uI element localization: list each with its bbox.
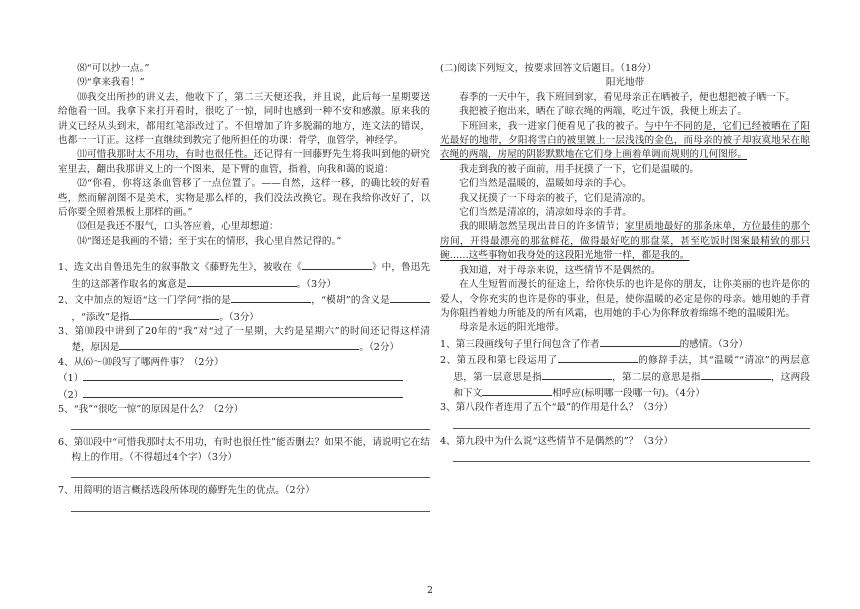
answer-blank[interactable] [119, 339, 359, 350]
article-paragraph-11: 母亲是永远的阳光地带。 [459, 322, 565, 334]
answer-blank[interactable] [542, 369, 612, 380]
paragraph-13: ⒀但是我还不服气，口头答应着，心里却想道： [77, 221, 279, 233]
question-6: 6、第⑾段中“可惜我那时太不用功，有时也很任性”能否删去？如果不能，请说明它在结构上的作用。（不得超过4个字）（3分） [58, 437, 430, 463]
underlined-sentence: 家里质地最好的那条床单，方位最佳的那个房间，开得最漂亮的那盆鲜花，做得最好吃的那盘菜，甚至吃饭时图案最精致的那只碗……这些事物如我身处的这段阳光地带一样，都是我的。 [440, 221, 811, 262]
answer-blank[interactable] [187, 276, 297, 287]
article-paragraph-6: 我又抚摸了一下母亲的被子，它们是清凉的。 [459, 192, 652, 204]
question-1: 1、选文出自鲁迅先生的叙事散文《藤野先生》，被收在《 》中，鲁迅先生的这部著作取名的寓意是 。（3分） [58, 259, 430, 292]
answer-line[interactable] [453, 416, 810, 429]
answer-blank[interactable] [482, 385, 552, 396]
article-title: 阳光地带 [605, 77, 645, 89]
dialogue-line-9: ⑼“拿来我看！” [77, 77, 145, 89]
answer-line[interactable] [453, 449, 810, 462]
article-paragraph-4: 我走到我的被子面前，用手抚摸了一下，它们是温暖的。 [459, 163, 700, 175]
question-3: 3、第⑽段中讲到了20年的“我”对“过了一星期，大约是星期六”的时间还记得这样清楚，原因是 。（2分） [58, 325, 430, 354]
article-question-3: 3、第八段作者连用了五个“最”的作用是什么？（3分） [440, 402, 674, 414]
question-2: 2、文中加点的短语“这一门学问”指的是 ，“模胡”的含义是，“添改”是指 。（3分） [58, 292, 430, 325]
answer-blank[interactable] [302, 259, 372, 270]
answer-blank[interactable] [83, 387, 403, 398]
article-paragraph-8: 我的眼睛忽然呈现出昔日的许多情节；家里质地最好的那条床单，方位最佳的那个房间，开得最漂亮的那盆鲜花，做得最好吃的那盘菜，甚至吃饭时图案最精致的那只碗……这些事物如我身处的这段阳光地带一样，都是我的。 [440, 221, 811, 262]
page-number: 2 [427, 586, 433, 596]
article-question-4: 4、第九段中为什么说“这些情节不是偶然的”？（3分） [440, 435, 674, 447]
article-paragraph-5: 它们当然是温暖的，温暖如母亲的手心。 [459, 178, 632, 190]
right-column [440, 62, 810, 462]
paragraph-10: ⑽我交出所抄的讲义去，他收下了，第二三天便还我，并且说，此后每一星期要送给他看一回。我拿下来打开看时，很吃了一惊，同时也感到一种不安和感激。原来我的讲义已经从头到末，都用红笔添改过了。不但增加了许多脱漏的地方，连文法的错误，也都一一订正。这样一直继续到教完了他所担任的功课：骨学，血管学，神经学。 [58, 91, 430, 147]
answer-blank[interactable] [83, 370, 403, 381]
paragraph-14: ⒁“图还是我画的不错；至于实在的情形，我心里自然记得的。” [77, 235, 342, 247]
answer-blank[interactable] [558, 352, 638, 363]
question-4-answer-1: （1） [58, 370, 430, 386]
question-4: 4、从⑹～⑽段写了哪两件事？（2分） [58, 356, 224, 368]
section-heading: (二)阅读下列短文，按要求回答文后题目。（18分） [440, 63, 657, 74]
article-paragraph-3: 下班回来，我一进家门便看见了我的被子。与中午不同的是，它们已经被晒在了阳光最好的地带，夕阳将雪白的被里镀上一层浅浅的金色，而母亲的被子却寂寞地呆在晾衣绳的两端，房屋的阴影默默地在它们身上画着单调而规则的几何图形。 [440, 120, 811, 161]
question-5: 5、“我”“很吃一惊”的原因是什么？（2分） [58, 403, 244, 415]
article-paragraph-9: 我知道，对于母亲来说，这些情节不是偶然的。 [459, 264, 661, 276]
answer-blank[interactable] [129, 309, 219, 320]
answer-line[interactable] [71, 417, 430, 430]
article-paragraph-7: 它们当然是清凉的，清凉如母亲的手背。 [459, 207, 632, 219]
answer-line[interactable] [71, 465, 430, 478]
question-7: 7、用简明的语言概括选段所体现的藤野先生的优点。（2分） [58, 485, 315, 497]
article-paragraph-1: 春季的一天中午，我下班回到家，看见母亲正在晒被子，便也想把被子晒一下。 [459, 91, 795, 103]
answer-blank[interactable] [231, 292, 311, 303]
left-column [58, 62, 430, 512]
question-4-answer-2: （2） [58, 387, 430, 403]
underlined-sentence: 与中午不同的是，它们已经被晒在了阳光最好的地带，夕阳将雪白的被里镀上一层浅浅的金色，而母亲的被子却寂寞地呆在晾衣绳的两端，房屋的阴影默默地在它们身上画着单调而规则的几何图形。 [440, 120, 811, 161]
article-question-2: 2、第五段和第七段运用了 的修辞手法，其“温暖”“清凉”的两层意思，第一层意思是指 ，第二层的意思是指 ，这两段和下文 相呼应(标明哪一段哪一句)。（4分） [440, 352, 810, 401]
answer-blank[interactable] [390, 292, 430, 303]
paragraph-11 [58, 148, 430, 177]
paragraph-11-rest: 还记得有一回藤野先生将我叫到他的研究室里去，翻出我那讲义上的一个图来，是下臂的血管，指着，向我和蔼的说道： [58, 149, 431, 175]
dialogue-line-8: ⑻“可以抄一点。” [77, 63, 150, 74]
article-question-1: 1、第三段画线句子里行间包含了作者 的感情。（3分） [440, 336, 810, 352]
underlined-sentence: ⑾可惜我那时太不用功，有时也很任性。 [77, 149, 254, 161]
answer-blank[interactable] [701, 369, 771, 380]
answer-line[interactable] [71, 499, 430, 512]
paragraph-12: ⑿“你看，你将这条血管移了一点位置了。——自然，这样一移，的确比较的好看些，然而解剖图不是美术，实物是那么样的，我们没法改换它。现在我给你改好了，以后你要全照着黑板上那样的画。” [58, 178, 430, 219]
article-paragraph-10: 在人生短暂而漫长的征途上，给你快乐的也许是你的朋友，让你美丽的也许是你的爱人，令你充实的也许是你的事业，但是，使你温暖的必定是你的母亲。她用她的手背为你阻挡着她力所能及的所有风霜，也用她的手心为你释放着绵绵不绝的温暖阳光。 [440, 279, 810, 319]
answer-blank[interactable] [600, 336, 680, 347]
article-paragraph-2: 我把被子抱出来，晒在了晾衣绳的两端，吃过午饭，我便上班去了。 [459, 106, 747, 118]
